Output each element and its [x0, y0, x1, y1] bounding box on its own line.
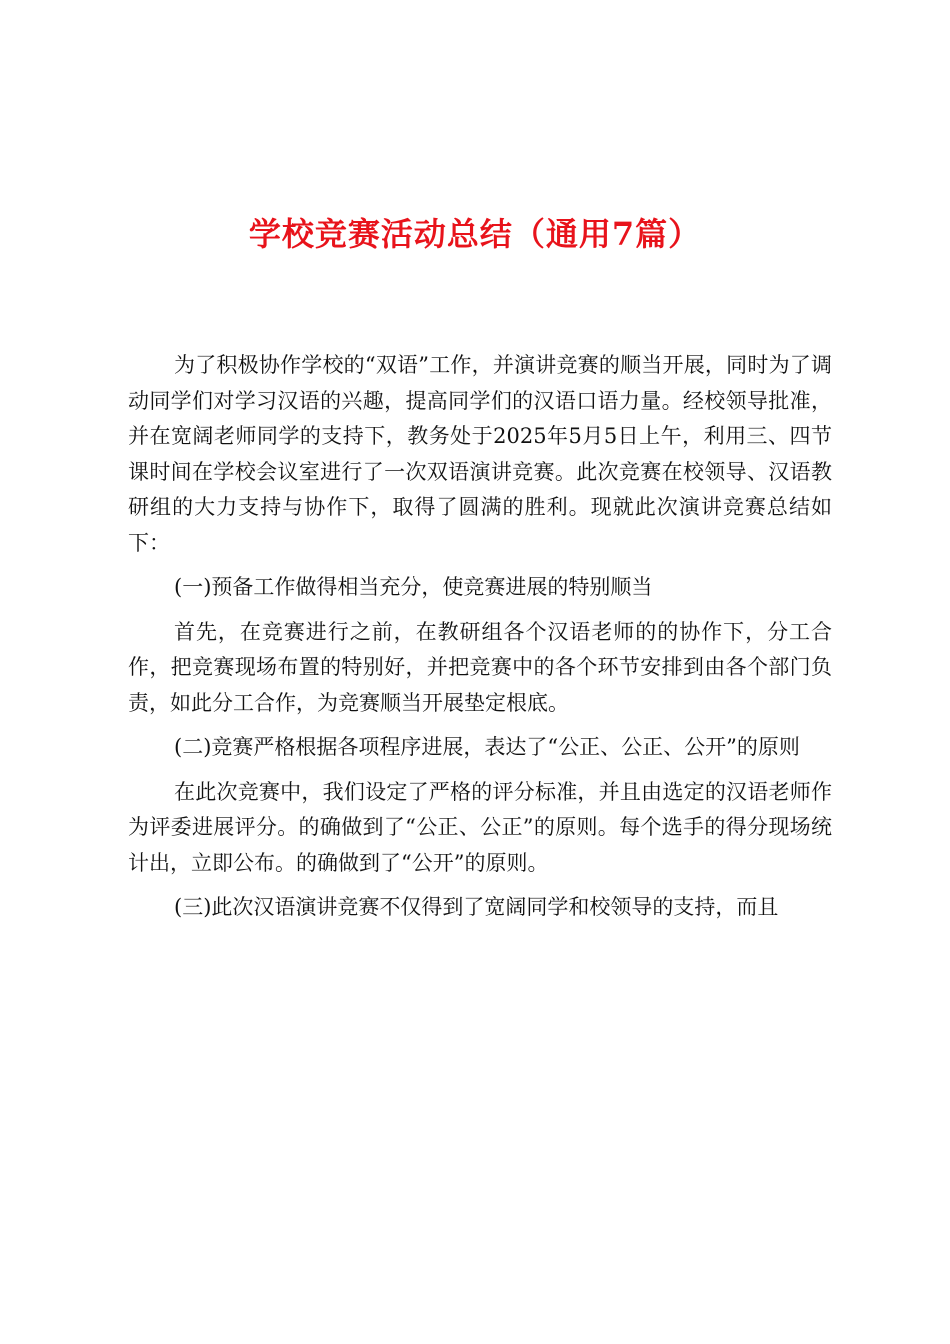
section-heading-3: (三)此次汉语演讲竞赛不仅得到了宽阔同学和校领导的支持，而且 [174, 895, 779, 919]
paragraph-section-2: 在此次竞赛中，我们设定了严格的评分标准，并且由选定的汉语老师作为评委进展评分。的确做到了“公正、公正”的原则。每个选手的得分现场统计出，立即公布。的确做到了“公开”的原则。 [128, 779, 832, 875]
section-heading-2: (二)竞赛严格根据各项程序进展，表达了“公正、公正、公开”的原则 [174, 735, 800, 759]
section-heading-1: (一)预备工作做得相当充分，使竞赛进展的特别顺当 [174, 575, 653, 599]
document-title: 学校竞赛活动总结（通用7篇） [248, 215, 702, 253]
paragraph-intro: 为了积极协作学校的“双语”工作，并演讲竞赛的顺当开展，同时为了调动同学们对学习汉语的兴趣，提高同学们的汉语口语力量。经校领导批准，并在宽阔老师同学的支持下，教务处于2025年5月5日上午，利用三、四节课时间在学校会议室进行了一次双语演讲竞赛。此次竞赛在校领导、汉语教研组的大力支持与协作下，取得了圆满的胜利。现就此次演讲竞赛总结如下： [128, 353, 832, 555]
document-body [128, 348, 832, 926]
paragraph-section-1: 首先，在竞赛进行之前，在教研组各个汉语老师的的协作下，分工合作，把竞赛现场布置的特别好，并把竞赛中的各个环节安排到由各个部门负责，如此分工合作，为竞赛顺当开展垫定根底。 [128, 619, 832, 715]
